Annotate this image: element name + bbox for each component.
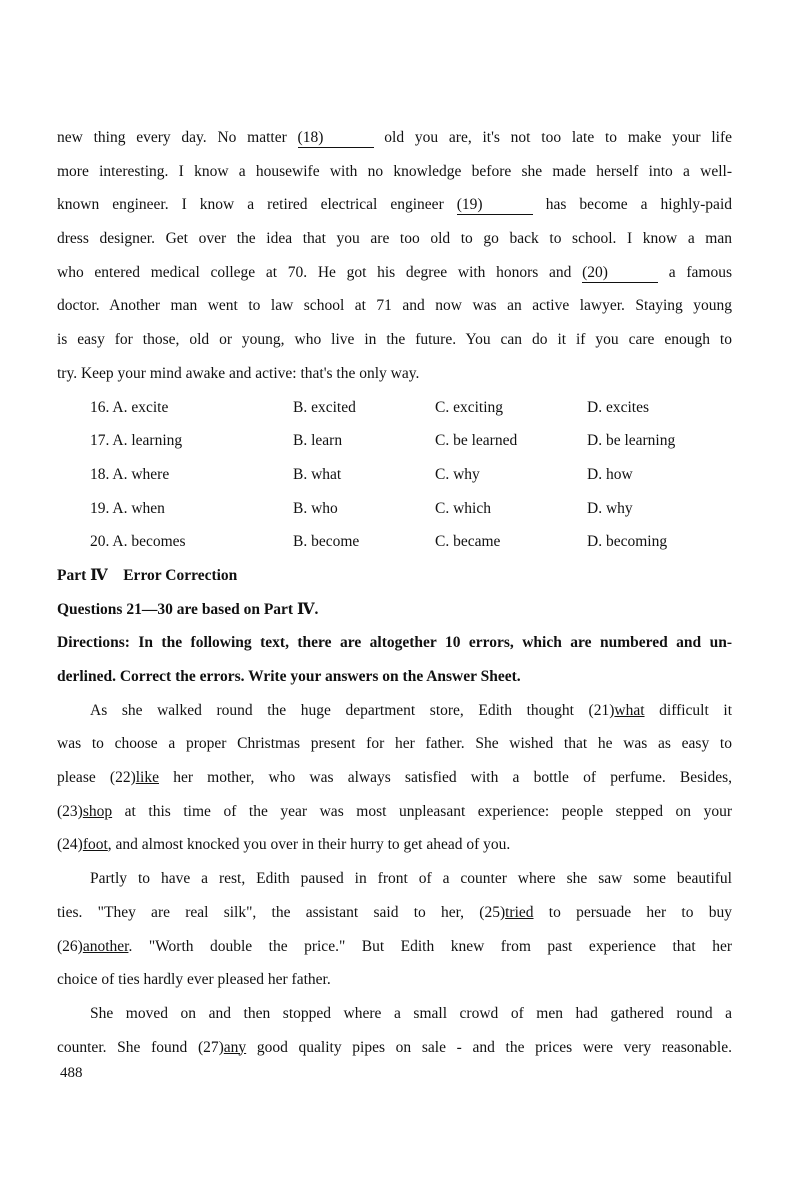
page-content — [57, 121, 732, 1064]
option-choice: D. excites — [587, 398, 649, 416]
blank-number: (20) — [582, 264, 658, 283]
text-run: (26) — [57, 937, 83, 955]
option-choice: C. be learned — [435, 432, 518, 450]
option-row — [57, 424, 732, 458]
error-text-line — [57, 862, 732, 896]
underlined-error: what — [614, 701, 645, 719]
option-choice: B. what — [293, 465, 342, 483]
text-run: has become a highly-paid — [532, 196, 732, 214]
underlined-error: another — [82, 937, 129, 955]
text-run: was to choose a proper Christmas present for her father. She wished that he was as easy to — [57, 735, 732, 753]
text-run: please (22) — [57, 769, 136, 787]
text-run: try. Keep your mind awake and active: that's the only way. — [57, 364, 420, 382]
passage-line — [57, 256, 732, 290]
text-run: known engineer. I know a retired electrical engineer — [57, 196, 457, 214]
underlined-error: tried — [505, 903, 534, 921]
passage-line — [57, 323, 732, 357]
option-choice: B. who — [293, 499, 338, 517]
error-correction-text — [57, 694, 732, 1065]
text-run: to persuade her to buy — [533, 903, 732, 921]
questions-note: Questions 21—30 are based on Part Ⅳ. — [57, 600, 319, 618]
text-run: good quality pipes on sale - and the prices were very reasonable. — [246, 1038, 732, 1056]
error-text-line — [57, 694, 732, 728]
text-run: , and almost knocked you over in their hurry to get ahead of you. — [107, 836, 511, 854]
option-choice: D. why — [587, 499, 633, 517]
option-choice: C. became — [435, 533, 501, 551]
passage-line — [57, 121, 732, 155]
option-row — [57, 458, 732, 492]
text-run: a famous — [658, 263, 732, 281]
text-run: old you are, it's not too late to make your life — [373, 129, 732, 146]
option-choice: 20. A. becomes — [90, 533, 186, 551]
option-choice: 17. A. learning — [90, 432, 183, 450]
text-run: more interesting. I know a housewife with no knowledge before she made herself into a well- — [57, 162, 732, 180]
option-row — [57, 492, 732, 526]
blank-number: (19) — [457, 196, 533, 215]
option-choice: B. excited — [293, 398, 356, 416]
part-title: Part Ⅳ Error Correction — [57, 566, 238, 584]
text-run: She moved on and then stopped where a small crowd of men had gathered round a — [90, 1004, 732, 1022]
cloze-passage — [57, 121, 732, 391]
text-run: her mother, who was always satisfied with a bottle of perfume. Besides, — [159, 769, 732, 787]
option-choice: D. becoming — [587, 533, 668, 551]
option-choice: 16. A. excite — [90, 398, 169, 416]
passage-line — [57, 357, 732, 391]
option-choice: 19. A. when — [90, 499, 165, 517]
text-run: counter. She found (27) — [57, 1038, 224, 1056]
underlined-error: foot — [82, 836, 108, 854]
answer-options — [57, 391, 732, 559]
error-text-line — [57, 727, 732, 761]
text-run: is easy for those, old or young, who live in the future. You can do it if you care enough to — [57, 331, 732, 349]
text-run: who entered medical college at 70. He got his degree with honors and — [57, 263, 583, 281]
page-number: 488 — [60, 1065, 83, 1081]
text-run: choice of ties hardly ever pleased her father. — [57, 971, 331, 989]
option-choice: D. how — [587, 465, 633, 483]
passage-line — [57, 289, 732, 323]
underlined-error: like — [135, 769, 159, 787]
text-run: difficult it — [644, 701, 732, 719]
passage-line — [57, 222, 732, 256]
error-text-line — [57, 963, 732, 997]
option-row — [57, 391, 732, 425]
text-run: (24) — [57, 836, 83, 854]
option-choice: D. be learning — [587, 432, 676, 450]
text-run: doctor. Another man went to law school at 71 and now was an active lawyer. Staying young — [57, 297, 732, 315]
underlined-error: any — [223, 1038, 247, 1056]
directions-line-2: derlined. Correct the errors. Write your answers on the Answer Sheet. — [57, 668, 521, 685]
error-text-line — [57, 896, 732, 930]
underlined-error: shop — [82, 802, 113, 820]
text-run: dress designer. Get over the idea that you are too old to go back to school. I know a man — [57, 230, 732, 248]
option-choice: B. become — [293, 533, 360, 551]
text-run: at this time of the year was most unpleasant experience: people stepped on your — [112, 802, 732, 820]
option-row — [57, 525, 732, 559]
option-choice: C. why — [435, 465, 480, 483]
error-text-line — [57, 761, 732, 795]
option-choice: 18. A. where — [90, 465, 170, 483]
error-text-line — [57, 930, 732, 964]
text-run: . "Worth double the price." But Edith knew from past experience that her — [128, 937, 732, 955]
error-text-line — [57, 795, 732, 829]
error-text-line — [57, 1031, 732, 1065]
text-run: Partly to have a rest, Edith paused in front of a counter where she saw some beautiful — [90, 870, 732, 888]
option-choice: C. which — [435, 499, 491, 517]
text-run: new thing every day. No matter — [57, 129, 298, 146]
passage-line — [57, 188, 732, 222]
error-text-line — [57, 828, 732, 862]
directions-line-1: Directions: In the following text, there are altogether 10 errors, which are numbered and un- — [57, 634, 732, 652]
option-choice: B. learn — [293, 432, 343, 450]
text-run: ties. "They are real silk", the assistant said to her, (25) — [57, 903, 506, 921]
option-choice: C. exciting — [435, 398, 504, 416]
passage-line — [57, 155, 732, 189]
blank-number: (18) — [298, 129, 374, 148]
text-run: (23) — [57, 802, 83, 820]
error-text-line — [57, 997, 732, 1031]
text-run: As she walked round the huge department store, Edith thought (21) — [90, 701, 615, 719]
